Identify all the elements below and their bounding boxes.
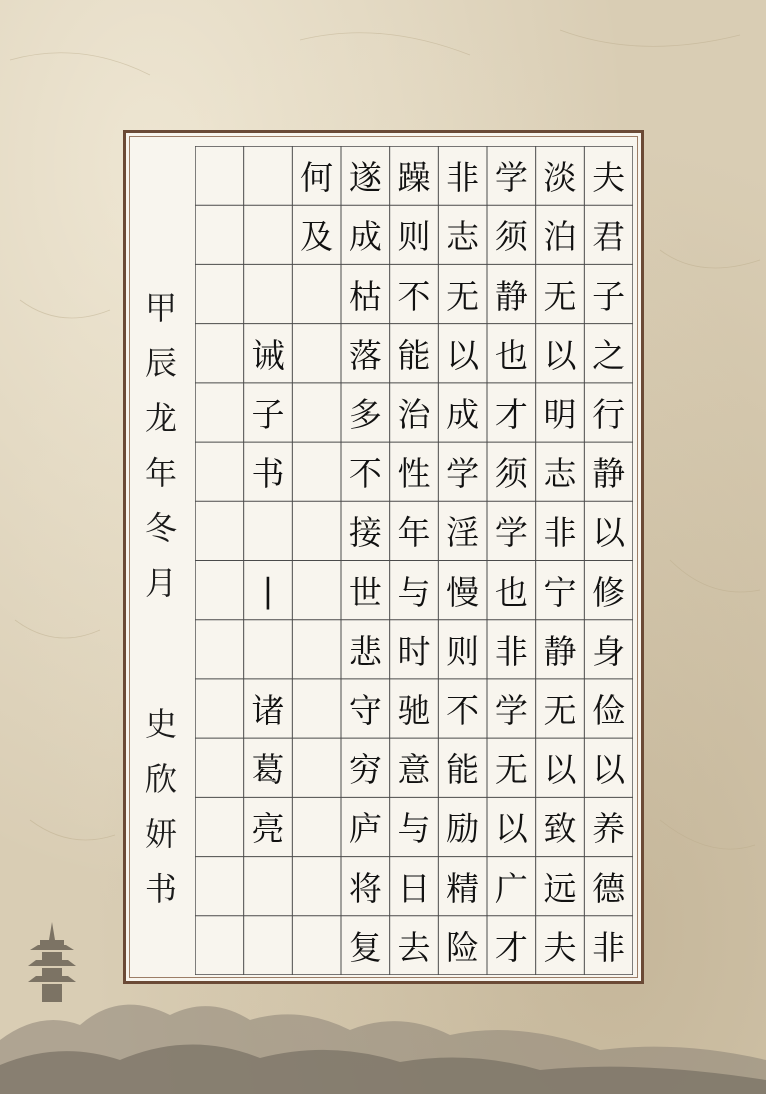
grid-cell	[292, 797, 341, 856]
grid-cell: 志	[543, 454, 577, 494]
grid-cell	[244, 857, 293, 916]
grid-cell	[292, 501, 341, 560]
grid-cell	[195, 146, 244, 205]
grid-cell: 子	[592, 276, 626, 316]
grid-cell: 亮	[251, 809, 285, 849]
grid-cell	[195, 797, 244, 856]
grid-cell: 学	[494, 691, 528, 731]
signature-name-char: 史	[144, 705, 177, 743]
grid-cell: 学	[494, 513, 528, 553]
grid-cell: 德	[592, 868, 626, 908]
grid-cell	[292, 738, 341, 797]
grid-cell: 静	[494, 276, 528, 316]
signature-date-char: 龙	[144, 399, 177, 437]
grid-cell: 何	[300, 158, 334, 198]
grid-cell	[244, 146, 293, 205]
grid-cell	[195, 620, 244, 679]
signature-column	[136, 143, 186, 973]
grid-cell	[195, 324, 244, 383]
grid-cell: 意	[397, 750, 431, 790]
grid-cell: 须	[494, 217, 528, 257]
text-column	[292, 146, 341, 975]
grid-cell: 非	[592, 927, 626, 967]
grid-cell	[292, 679, 341, 738]
grid-cell: 精	[446, 868, 480, 908]
grid-cell: 静	[543, 631, 577, 671]
pagoda-icon	[28, 922, 76, 1002]
grid-cell: 成	[446, 394, 480, 434]
grid-cell: 将	[348, 868, 382, 908]
text-column	[341, 146, 390, 975]
grid-cell: 则	[446, 631, 480, 671]
grid-cell: 穷	[348, 750, 382, 790]
grid-cell: 不	[348, 454, 382, 494]
grid-cell: 泊	[543, 217, 577, 257]
grid-cell: 诫	[251, 335, 285, 375]
grid-cell	[195, 442, 244, 501]
grid-cell: 则	[397, 217, 431, 257]
grid-cell: 多	[348, 394, 382, 434]
grid-cell: 时	[397, 631, 431, 671]
grid-cell	[195, 561, 244, 620]
grid-cell: 行	[592, 394, 626, 434]
grid-cell: 以	[592, 513, 626, 553]
grid-cell	[195, 501, 244, 560]
grid-cell: 以	[543, 750, 577, 790]
grid-cell: 无	[446, 276, 480, 316]
grid-cell: 及	[300, 217, 334, 257]
grid-cell	[244, 264, 293, 323]
grid-cell: 驰	[397, 691, 431, 731]
grid-cell	[195, 857, 244, 916]
text-column	[244, 146, 293, 975]
grid-cell	[292, 561, 341, 620]
grid-cell: 修	[592, 572, 626, 612]
grid-cell	[292, 620, 341, 679]
grid-cell: 守	[348, 691, 382, 731]
grid-cell: 远	[543, 868, 577, 908]
grid-cell	[292, 383, 341, 442]
grid-cell: 非	[446, 158, 480, 198]
grid-cell: 以	[446, 335, 480, 375]
grid-cell: 才	[494, 927, 528, 967]
grid-cell	[244, 620, 293, 679]
grid-cell: 无	[494, 750, 528, 790]
grid-cell: 书	[251, 454, 285, 494]
grid-cell: 庐	[348, 809, 382, 849]
grid-cell: 葛	[251, 750, 285, 790]
grid-cell: 非	[494, 631, 528, 671]
text-column	[536, 146, 585, 975]
text-column	[438, 146, 487, 975]
calligraphy-sheet	[123, 130, 644, 984]
signature-name	[136, 697, 186, 917]
signature-date-char: 年	[144, 454, 177, 492]
signature-name-char: 书	[144, 870, 177, 908]
grid-cell	[244, 501, 293, 560]
grid-cell: 淫	[446, 513, 480, 553]
grid-cell	[195, 916, 244, 975]
text-column	[584, 146, 633, 975]
signature-date-char: 冬	[144, 509, 177, 547]
grid-cell: 悲	[348, 631, 382, 671]
signature-date-char: 辰	[144, 344, 177, 382]
signature-date-char: 甲	[144, 289, 177, 327]
grid-cell: 子	[251, 394, 285, 434]
grid-cell: 年	[397, 513, 431, 553]
grid-cell: 接	[348, 513, 382, 553]
grid-cell: 无	[543, 276, 577, 316]
grid-cell: 成	[348, 217, 382, 257]
grid-cell	[195, 738, 244, 797]
grid-cell: 明	[543, 394, 577, 434]
grid-cell	[195, 679, 244, 738]
grid-cell	[195, 205, 244, 264]
signature-name-char: 妍	[144, 815, 177, 853]
grid-cell: 非	[543, 513, 577, 553]
grid-cell: 励	[446, 809, 480, 849]
grid-cell: 以	[592, 750, 626, 790]
grid-cell: 也	[494, 335, 528, 375]
grid-cell: |	[262, 570, 274, 610]
grid-cell: 能	[446, 750, 480, 790]
grid-cell	[292, 916, 341, 975]
grid-cell: 才	[494, 394, 528, 434]
grid-cell	[244, 916, 293, 975]
grid-cell: 性	[397, 454, 431, 494]
grid-cell	[292, 324, 341, 383]
grid-cell: 身	[592, 631, 626, 671]
grid-cell	[195, 264, 244, 323]
grid-cell	[292, 442, 341, 501]
grid-cell	[292, 857, 341, 916]
grid-cell: 遂	[348, 158, 382, 198]
signature-date	[136, 281, 186, 611]
grid-cell: 复	[348, 927, 382, 967]
grid-cell: 静	[592, 454, 626, 494]
grid-cell: 无	[543, 691, 577, 731]
grid-cell: 以	[494, 809, 528, 849]
grid-cell: 也	[494, 572, 528, 612]
grid-cell: 以	[543, 335, 577, 375]
grid-cell: 能	[397, 335, 431, 375]
signature-name-char: 欣	[144, 760, 177, 798]
grid-cell: 治	[397, 394, 431, 434]
grid-cell: 志	[446, 217, 480, 257]
grid-cell: 学	[446, 454, 480, 494]
text-column	[390, 146, 439, 975]
grid-cell: 落	[348, 335, 382, 375]
grid-cell: 学	[494, 158, 528, 198]
grid-cell: 世	[348, 572, 382, 612]
grid-cell: 不	[446, 691, 480, 731]
grid-cell: 须	[494, 454, 528, 494]
grid-cell	[195, 383, 244, 442]
grid-cell: 与	[397, 809, 431, 849]
grid-cell: 君	[592, 217, 626, 257]
grid-cell: 诸	[251, 691, 285, 731]
grid-cell: 广	[494, 868, 528, 908]
grid-cell: 俭	[592, 691, 626, 731]
grid-cell: 不	[397, 276, 431, 316]
signature-date-char: 月	[144, 564, 177, 602]
grid-cell: 慢	[446, 572, 480, 612]
grid-cell: 日	[397, 868, 431, 908]
grid-cell: 躁	[397, 158, 431, 198]
grid-cell: 之	[592, 335, 626, 375]
grid-cell: 枯	[348, 276, 382, 316]
grid-cell: 险	[446, 927, 480, 967]
grid-cell: 致	[543, 809, 577, 849]
grid-cell: 与	[397, 572, 431, 612]
grid-cell: 养	[592, 809, 626, 849]
grid-cell	[292, 264, 341, 323]
grid-cell: 夫	[592, 158, 626, 198]
text-column	[195, 146, 244, 975]
grid-cell: 宁	[543, 572, 577, 612]
text-column	[487, 146, 536, 975]
grid-cell: 夫	[543, 927, 577, 967]
grid-cell	[244, 205, 293, 264]
grid-cell: 淡	[543, 158, 577, 198]
character-grid	[195, 146, 633, 975]
grid-cell: 去	[397, 927, 431, 967]
